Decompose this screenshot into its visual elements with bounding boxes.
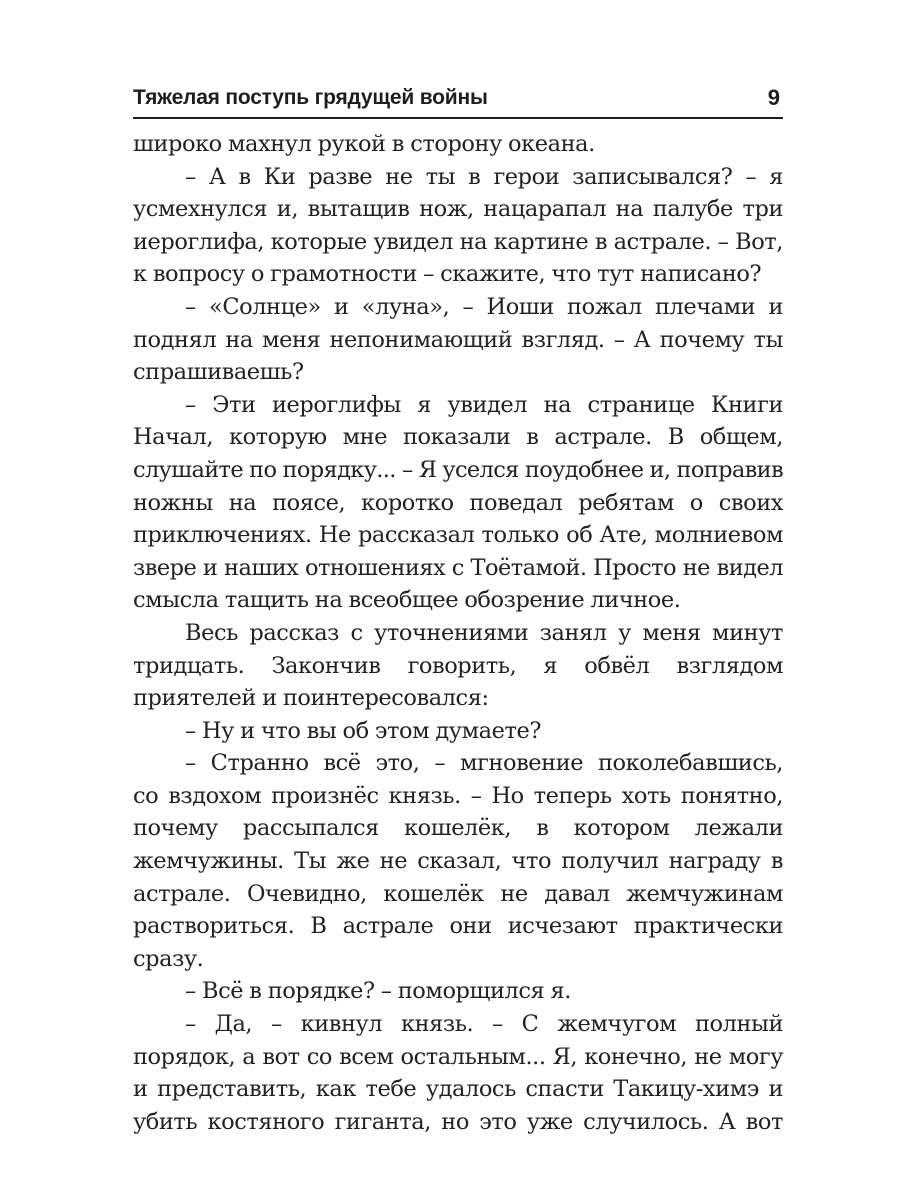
text-line: астрале. Очевидно, кошелёк не давал жемчужинам [133,880,783,907]
text-line: звере и наших отношениях с Тоётамой. Просто не видел [133,554,783,581]
text-line: смысла тащить на всеобщее обозрение личное. [133,587,681,614]
text-line: со вздохом произнёс князь. – Но теперь хоть понятно, [133,782,783,809]
text-line: поднял на меня непонимающий взгляд. – А почему ты [133,326,783,353]
text-line: жемчужины. Ты же не сказал, что получил награду в [133,848,783,875]
running-header-title: Тяжелая поступь грядущей войны [133,86,488,109]
text-line: Весь рассказ с уточнениями занял у меня минут [185,619,783,646]
text-line: спрашиваешь? [133,359,304,386]
text-line: – А в Ки разве не ты в герои записывался? – я [185,163,783,190]
text-line: тридцать. Закончив говорить, я обвёл взглядом [133,652,783,679]
text-line: к вопросу о грамотности – скажите, что тут написано? [133,261,762,288]
text-line: почему рассыпался кошелёк, в котором лежали [133,815,783,842]
text-line: приятелей и поинтересовался: [133,685,489,712]
text-line: – Ну и что вы об этом думаете? [185,717,541,744]
text-line: порядок, а вот со всем остальным... Я, конечно, не могу [133,1043,783,1070]
text-line: ножны на поясе, коротко поведал ребятам о своих [133,489,783,516]
text-line: – Странно всё это, – мгновение поколебавшись, [185,750,783,777]
text-line: – Эти иероглифы я увидел на странице Книги [185,391,783,418]
text-line: приключениях. Не рассказал только об Ате, молниевом [133,522,783,549]
text-line: слушайте по порядку... – Я уселся поудобнее и, поправив [133,456,783,483]
text-line: – Всё в порядке? – поморщился я. [185,978,571,1005]
text-line: усмехнулся и, вытащив нож, нацарапал на палубе три [133,196,783,223]
text-line: иероглифа, которые увидел на картине в астрале. – Вот, [133,228,783,255]
text-line: убить костяного гиганта, но это уже случилось. А вот [133,1108,783,1135]
page-number: 9 [767,85,780,110]
body-text [133,128,783,1138]
text-line: – Да, – кивнул князь. – С жемчугом полный [185,1011,783,1038]
text-line: Начал, которую мне показали в астрале. В общем, [133,424,783,451]
text-line: – «Солнце» и «луна», – Иоши пожал плечами и [185,293,783,320]
running-header [133,84,783,118]
text-line: раствориться. В астрале они исчезают практически [133,913,783,940]
header-rule [133,117,783,119]
text-line: и представить, как тебе удалось спасти Такицу-химэ и [133,1076,783,1103]
text-line: сразу. [133,945,204,972]
text-line: широко махнул рукой в сторону океана. [133,131,595,157]
